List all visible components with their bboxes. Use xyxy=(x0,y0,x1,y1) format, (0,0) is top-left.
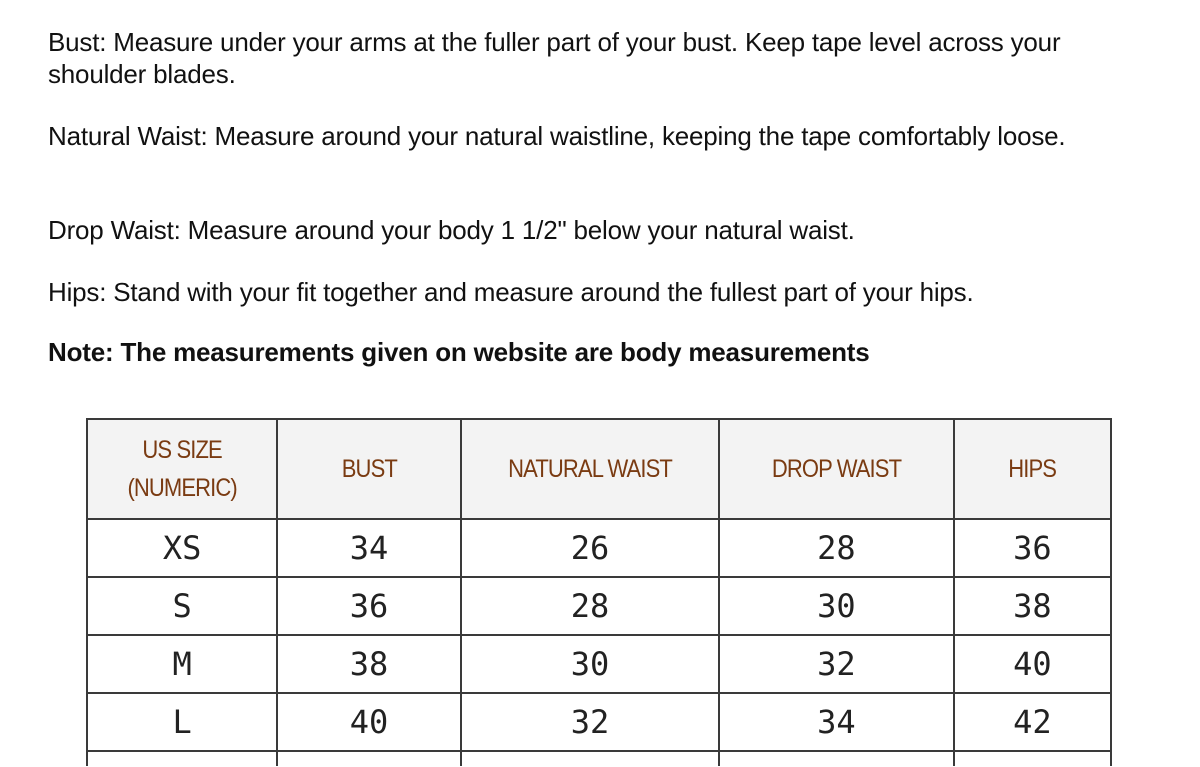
natural-waist-cell: 28 xyxy=(461,577,720,635)
hips-cell: 36 xyxy=(954,519,1111,577)
natural-waist-cell: 30 xyxy=(461,635,720,693)
table-row xyxy=(87,693,1111,751)
table-row xyxy=(87,577,1111,635)
header-bust xyxy=(277,419,460,519)
size-cell: L xyxy=(87,693,277,751)
bust-instruction: Bust: Measure under your arms at the fuller part of your bust. Keep tape level across your shoulder blades. xyxy=(48,27,1061,89)
bust-cell: 38 xyxy=(277,635,460,693)
size-chart-table xyxy=(86,418,1112,766)
size-cell: M xyxy=(87,635,277,693)
hips-cell: 40 xyxy=(954,635,1111,693)
drop-waist-cell: 32 xyxy=(719,635,953,693)
natural-waist-cell: 26 xyxy=(461,519,720,577)
empty-cell xyxy=(87,751,277,766)
hips-cell: 38 xyxy=(954,577,1111,635)
table-header-row xyxy=(87,419,1111,519)
drop-waist-instruction: Drop Waist: Measure around your body 1 1/2" below your natural waist. xyxy=(48,215,855,245)
drop-waist-cell: 30 xyxy=(719,577,953,635)
empty-cell xyxy=(461,751,720,766)
empty-cell xyxy=(954,751,1111,766)
header-bust-label: BUST xyxy=(341,455,397,483)
header-natural-waist-label: NATURAL WAIST xyxy=(508,455,672,483)
drop-waist-cell: 34 xyxy=(719,693,953,751)
header-natural-waist xyxy=(461,419,720,519)
bust-cell: 40 xyxy=(277,693,460,751)
header-drop-waist xyxy=(719,419,953,519)
drop-waist-cell: 28 xyxy=(719,519,953,577)
natural-waist-cell: 32 xyxy=(461,693,720,751)
header-drop-waist-label: DROP WAIST xyxy=(771,455,902,483)
empty-cell xyxy=(719,751,953,766)
header-us-size xyxy=(87,419,277,519)
header-hips-label: HIPS xyxy=(1008,455,1057,483)
table-row-cut-off xyxy=(87,751,1111,766)
size-cell: XS xyxy=(87,519,277,577)
header-us-size-line2: (NUMERIC) xyxy=(127,474,237,502)
size-cell: S xyxy=(87,577,277,635)
header-hips xyxy=(954,419,1111,519)
header-us-size-line1: US SIZE xyxy=(142,436,222,464)
bust-cell: 36 xyxy=(277,577,460,635)
hips-cell: 42 xyxy=(954,693,1111,751)
empty-cell xyxy=(277,751,460,766)
table-row xyxy=(87,519,1111,577)
measurement-note: Note: The measurements given on website are body measurements xyxy=(48,337,870,367)
natural-waist-instruction: Natural Waist: Measure around your natural waistline, keeping the tape comfortably loose. xyxy=(48,121,1066,151)
table-row xyxy=(87,635,1111,693)
hips-instruction: Hips: Stand with your fit together and measure around the fullest part of your hips. xyxy=(48,277,974,307)
bust-cell: 34 xyxy=(277,519,460,577)
